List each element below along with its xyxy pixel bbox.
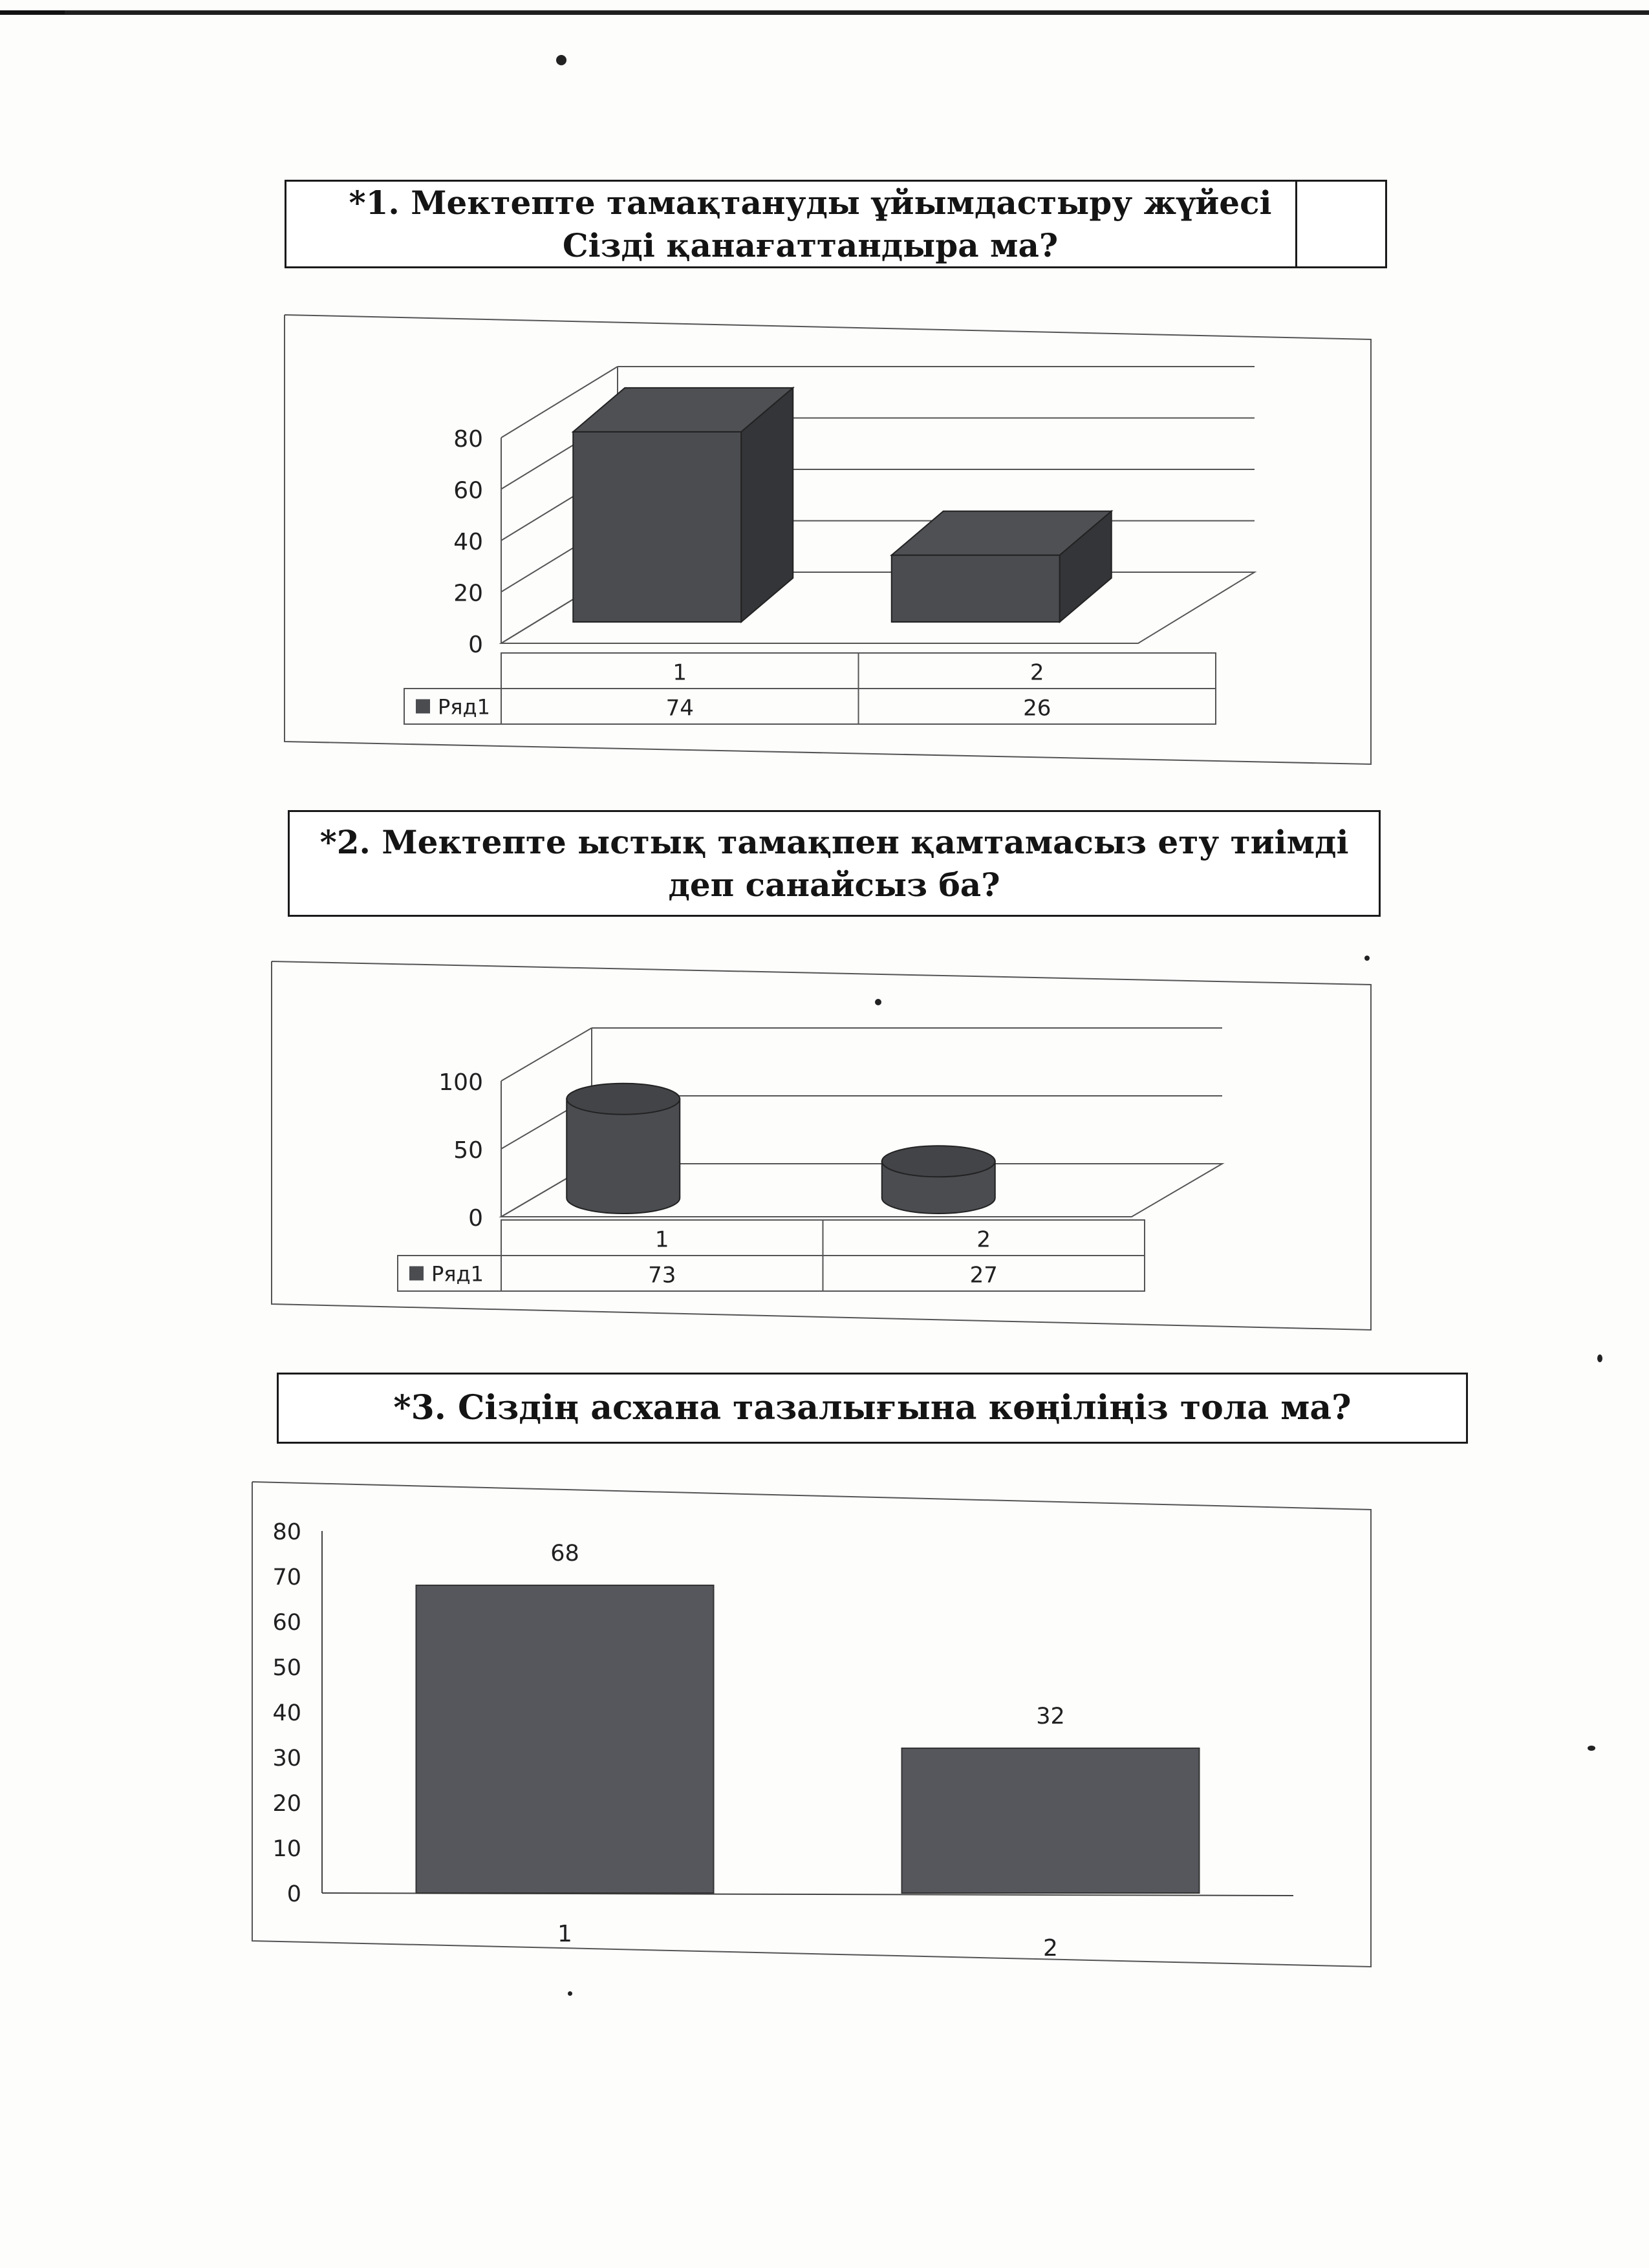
chart-legend-swatch [409,1267,424,1281]
chart-bar [416,1585,714,1893]
question-2-text: *2. Мектепте ыстық тамақпен қамтамасыз ету тиімді деп санайсыз ба? [319,822,1349,904]
chart-bar [892,555,1060,622]
chart-ytick-label: 30 [272,1746,301,1771]
chart-data-table-value: 73 [648,1262,676,1289]
chart-ytick-label: 60 [453,477,483,504]
chart-ytick-label: 40 [453,529,483,555]
chart-xtick-label: 1 [557,1921,572,1947]
chart-ytick-label: 0 [468,632,483,658]
scan-speck [568,1991,572,1996]
scan-speck [1364,956,1370,961]
chart-ytick-label: 80 [272,1519,301,1545]
chart-1 [278,314,1377,766]
chart-data-table-value: 27 [969,1262,998,1289]
chart-ytick-label: 60 [272,1610,301,1636]
chart-ytick-label: 50 [453,1137,483,1164]
question-3-box [277,1373,1468,1444]
question-2-box [288,810,1381,917]
chart-xtick-label: 1 [673,659,687,686]
question-1-box [285,180,1387,268]
chart-bar [573,432,741,622]
chart-xtick-label: 2 [1029,659,1044,686]
chart-ytick-label: 40 [272,1700,301,1726]
chart-legend-swatch [416,700,430,714]
chart-ytick-label: 0 [286,1881,301,1907]
chart-ytick-label: 10 [272,1836,301,1862]
chart-bar-top [882,1146,995,1177]
chart-ytick-label: 20 [453,580,483,607]
chart-bar [902,1748,1200,1893]
question-1-divider [1295,182,1297,266]
chart-bar-top [566,1084,680,1115]
chart-data-table-value: 74 [665,695,694,722]
chart-ytick-label: 100 [438,1069,483,1096]
chart-ytick-label: 50 [272,1655,301,1681]
scan-speck [1588,1746,1595,1751]
chart-xtick-label: 1 [654,1226,669,1253]
chart-bar [566,1099,680,1214]
chart-xtick-label: 2 [1043,1935,1058,1962]
question-1-text: *1. Мектепте тамақтануды ұйымдастыру жүйесі Сізді қанағаттандыра ма? [349,183,1272,264]
chart-legend-label: Ряд1 [438,694,491,720]
chart-xtick-label: 2 [976,1226,991,1253]
scan-speck [556,55,566,65]
chart-ytick-label: 0 [468,1205,483,1232]
chart-value-label: 32 [1036,1704,1065,1729]
chart-2 [265,960,1377,1332]
scan-speck [875,999,881,1005]
chart-value-label: 68 [550,1541,579,1567]
chart-ytick-label: 80 [453,426,483,453]
top-scan-rule [0,10,1649,15]
chart-3 [246,1481,1377,1969]
top-scan-rule-end [0,10,65,14]
chart-data-table-value: 26 [1023,695,1051,722]
chart-legend-label: Ряд1 [431,1261,484,1287]
question-3-text: *3. Сіздің асхана тазалығына көңіліңіз тола ма? [393,1388,1352,1428]
chart-ytick-label: 20 [272,1791,301,1817]
scan-speck [1597,1354,1602,1362]
chart-gridline-side [501,1028,592,1081]
chart-ytick-label: 70 [272,1565,301,1590]
